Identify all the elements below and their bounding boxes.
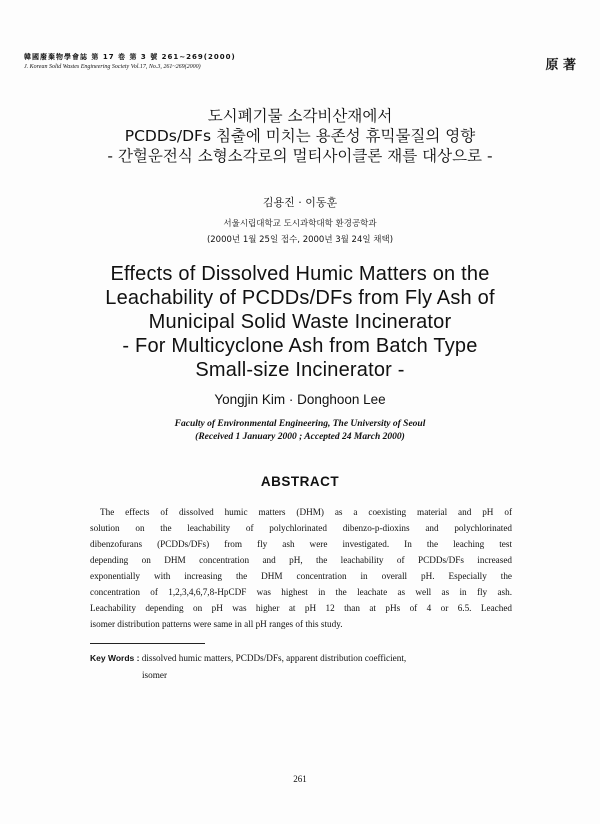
korean-title-line: PCDDs/DFs 침출에 미치는 용존성 휴믹물질의 영향 xyxy=(124,127,476,145)
journal-name-korean: 韓國廢棄物學會誌 第 17 卷 第 3 號 261~269(2000) xyxy=(24,53,236,61)
abstract-line: depending on DHM concentration and pH, the leachability of PCDDs/DFs increased xyxy=(90,555,512,565)
korean-title-line: - 간헐운전식 소형소각로의 멀티사이클론 재를 대상으로 - xyxy=(107,147,493,165)
english-title-line: Leachability of PCDDs/DFs from Fly Ash of xyxy=(105,287,495,309)
abstract-line: exponentially with increasing the DHM concentration in overall pH. Especially the xyxy=(90,571,512,581)
korean-affiliation-block xyxy=(0,216,600,248)
english-affiliation-block xyxy=(0,418,600,444)
abstract-heading: ABSTRACT xyxy=(260,474,340,489)
english-title-line: Municipal Solid Waste Incinerator xyxy=(148,311,452,333)
korean-title xyxy=(0,106,600,166)
english-title xyxy=(0,262,600,382)
korean-title-line: 도시폐기물 소각비산재에서 xyxy=(207,107,393,125)
keywords-block xyxy=(90,650,512,684)
korean-received-date: (2000년 1월 25일 접수, 2000년 3월 24일 채택) xyxy=(206,235,394,245)
english-received-date: (Received 1 January 2000 ; Accepted 24 March 2000) xyxy=(195,432,405,442)
article-type-label: 原 著 xyxy=(545,58,576,73)
keywords-divider xyxy=(90,643,205,644)
english-title-line: - For Multicyclone Ash from Batch Type xyxy=(122,335,478,357)
keywords-text-continued: isomer xyxy=(142,670,168,680)
abstract-line: concentration of 1,2,3,4,6,7,8-HpCDF was highest in the leachate as well as in fly ash. xyxy=(90,587,512,597)
abstract-line: solution on the leachability of polychlorinated dibenzo-p-dioxins and polychlorinated xyxy=(90,523,512,533)
abstract-line: The effects of dissolved humic matters (DHM) as a coexisting material and pH of xyxy=(100,507,512,517)
english-authors: Yongjin Kim · Donghoon Lee xyxy=(214,392,386,407)
abstract-line: dibenzofurans (PCDDs/DFs) from fly ash were investigated. In the leaching test xyxy=(90,539,512,549)
abstract-body xyxy=(90,504,512,632)
abstract-line: isomer distribution patterns were same in all pH ranges of this study. xyxy=(90,619,343,629)
english-title-line: Small-size Incinerator - xyxy=(195,359,405,381)
korean-authors: 김용진 · 이동훈 xyxy=(262,196,338,209)
journal-name-english: J. Korean Solid Wastes Engineering Society Vol.17, No.3, 261~269(2000) xyxy=(24,64,201,70)
english-title-line: Effects of Dissolved Humic Matters on the xyxy=(110,263,490,285)
journal-header xyxy=(24,52,576,73)
keywords-label: Key Words : xyxy=(90,653,140,663)
keywords-text: dissolved humic matters, PCDDs/DFs, apparent distribution coefficient, xyxy=(141,653,407,663)
page-number: 261 xyxy=(293,774,307,784)
english-affiliation: Faculty of Environmental Engineering, The University of Seoul xyxy=(174,419,426,429)
abstract-line: Leachability depending on pH was higher at pH 12 than at pHs of 4 or 6.5. Leached xyxy=(90,603,512,613)
korean-affiliation: 서울시립대학교 도시과학대학 환경공학과 xyxy=(223,219,377,229)
